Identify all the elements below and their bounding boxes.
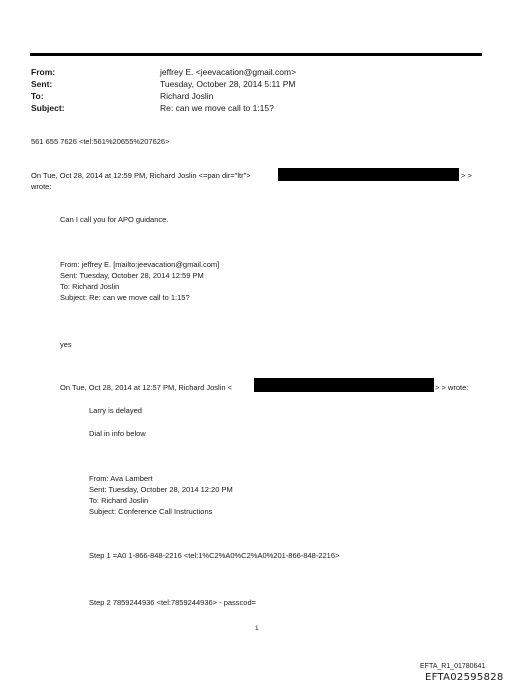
quote1-from: From: jeffrey E. [mailto:jeevacation@gmail.com] — [60, 260, 220, 269]
dial-in: Dial in info below — [89, 429, 146, 438]
bates-large: EFTA02595828 — [425, 672, 504, 683]
quote2-to: To: Richard Joslin — [89, 496, 149, 505]
reply1-suffix: > > — [461, 171, 472, 180]
page-number: 1 — [255, 625, 259, 632]
header-rule — [30, 53, 482, 56]
reply1-wrote: wrote: — [31, 182, 52, 191]
reply2-prefix: On Tue, Oct 28, 2014 at 12:57 PM, Richard Joslin < — [60, 383, 232, 392]
phone-line: 561 655 7626 <tel:561%20655%207626> — [31, 137, 170, 146]
bates-small: EFTA_R1_01780641 — [420, 663, 486, 670]
redaction-bar — [254, 378, 434, 392]
sent-value: Tuesday, October 28, 2014 5:11 PM — [160, 79, 296, 89]
from-value: jeffrey E. <jeevacation@gmail.com> — [160, 67, 297, 77]
quote2-subject: Subject: Conference Call Instructions — [89, 507, 213, 516]
reply2-suffix: > > wrote: — [435, 383, 469, 392]
quote1-sent: Sent: Tuesday, October 28, 2014 12:59 PM — [60, 271, 204, 280]
from-label: From: — [31, 67, 56, 77]
quote2-sent: Sent: Tuesday, October 28, 2014 12:20 PM — [89, 485, 233, 494]
quote1-to: To: Richard Joslin — [60, 282, 120, 291]
sent-label: Sent: — [31, 79, 53, 89]
redaction-bar — [278, 168, 459, 181]
to-value: Richard Joslin — [160, 91, 214, 101]
apo-question: Can I call you for APO guidance. — [60, 215, 169, 224]
reply1-prefix: On Tue, Oct 28, 2014 at 12:59 PM, Richard Joslin <=pan dir="ltr"> — [31, 171, 251, 180]
quote2-from: From: Ava Lambert — [89, 474, 153, 483]
subject-value: Re: can we move call to 1:15? — [160, 103, 274, 113]
step1: Step 1 =A0 1-866-848-2216 <tel:1%C2%A0%C2%A0%201-866-848-2216> — [89, 551, 340, 560]
quote1-subject: Subject: Re: can we move call to 1:15? — [60, 293, 190, 302]
step2: Step 2 7859244936 <tel:7859244936> - passcod= — [89, 598, 257, 607]
subject-label: Subject: — [31, 103, 65, 113]
larry-delayed: Larry is delayed — [89, 406, 142, 415]
yes-text: yes — [60, 340, 72, 349]
to-label: To: — [31, 91, 44, 101]
